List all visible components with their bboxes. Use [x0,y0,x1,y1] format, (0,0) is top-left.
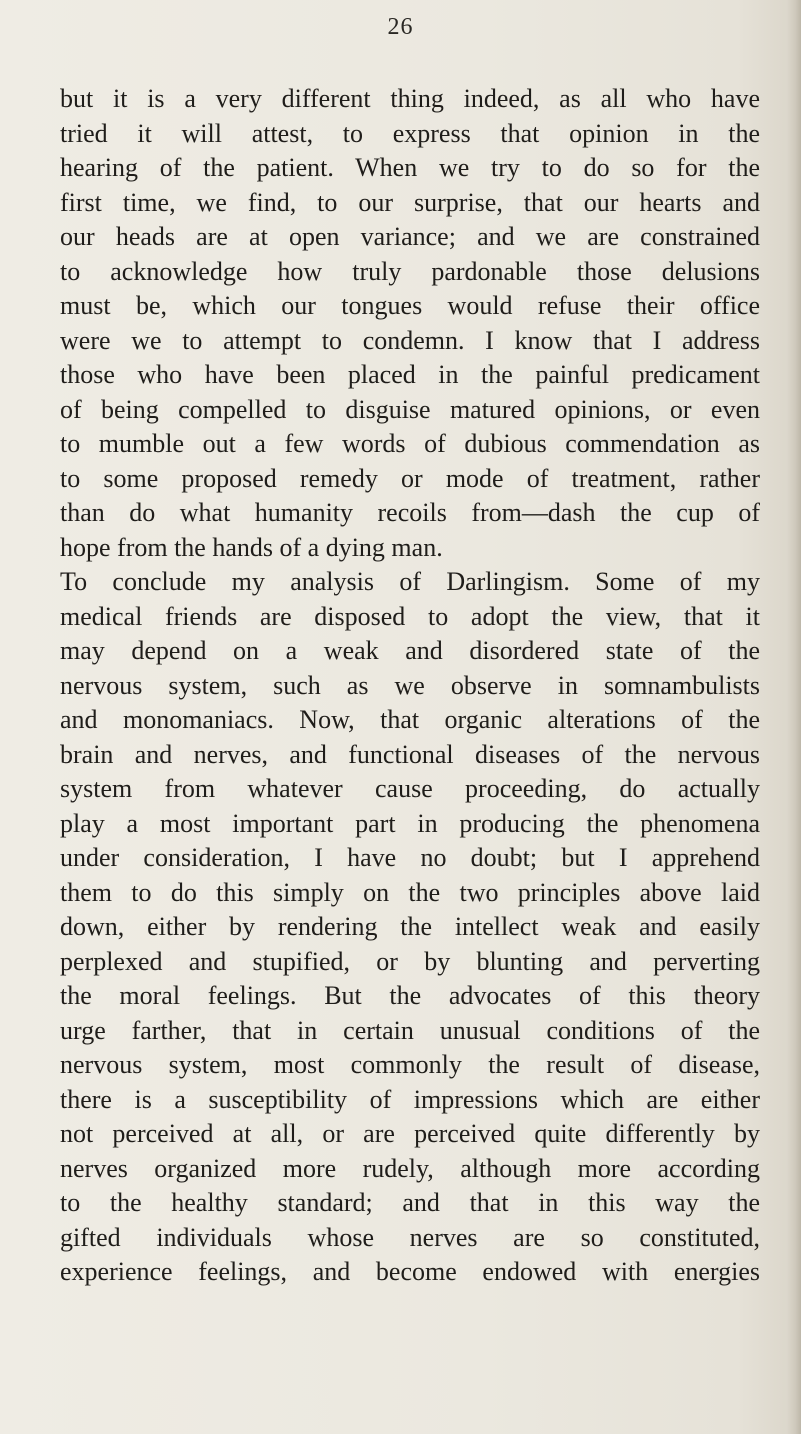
text-line: first time, we find, to our surprise, that our hearts and [60,187,760,217]
text-line: the moral feelings. But the advocates of this theory [60,981,760,1010]
text-line: brain and nerves, and functional diseases of the nervous [60,739,760,769]
text-line: but it is a very different thing indeed, as all who have [60,84,760,113]
text-line: to the healthy standard; and that in this way the [60,1188,760,1217]
text-line: hearing of the patient. When we try to do so for the [60,153,760,182]
text-line-paragraph-end: hope from the hands of a dying man. [60,532,443,562]
body-text [60,82,760,1290]
text-line-paragraph-start: To conclude my analysis of Darlingism. Some of my [60,567,760,596]
text-line: under consideration, I have no doubt; but I apprehend [60,843,760,872]
text-line: not perceived at all, or are perceived quite differently by [60,1119,760,1148]
text-line: nervous system, most commonly the result of disease, [60,1050,760,1079]
text-line: to some proposed remedy or mode of treatment, rather [60,463,760,493]
text-line: may depend on a weak and disordered state of the [60,636,760,665]
text-line: experience feelings, and become endowed with energies [60,1257,760,1286]
text-line: must be, which our tongues would refuse their office [60,291,760,320]
text-line: nervous system, such as we observe in somnambulists [60,670,760,700]
text-line: those who have been placed in the painful predicament [60,360,760,389]
text-line: system from whatever cause proceeding, do actually [60,774,760,803]
text-line: perplexed and stupified, or by blunting and perverting [60,946,760,976]
text-line: gifted individuals whose nerves are so constituted, [60,1222,760,1252]
text-line: nerves organized more rudely, although more according [60,1153,760,1183]
text-line: medical friends are disposed to adopt the view, that it [60,601,760,631]
text-line: and monomaniacs. Now, that organic alterations of the [60,705,760,734]
text-line: there is a susceptibility of impressions which are either [60,1084,760,1114]
text-line: to acknowledge how truly pardonable those delusions [60,256,760,286]
text-line: tried it will attest, to express that opinion in the [60,118,760,148]
text-line: down, either by rendering the intellect weak and easily [60,912,760,941]
text-line: to mumble out a few words of dubious commendation as [60,429,760,458]
page-number: 26 [387,14,414,40]
text-line: them to do this simply on the two principles above laid [60,877,760,907]
text-line: our heads are at open variance; and we are constrained [60,222,760,251]
text-line: than do what humanity recoils from—dash the cup of [60,498,760,527]
text-line: were we to attempt to condemn. I know that I address [60,325,760,355]
text-line: of being compelled to disguise matured opinions, or even [60,394,760,424]
page-edge-shadow [787,0,801,1434]
text-line: play a most important part in producing the phenomena [60,808,760,838]
text-line: urge farther, that in certain unusual conditions of the [60,1015,760,1045]
